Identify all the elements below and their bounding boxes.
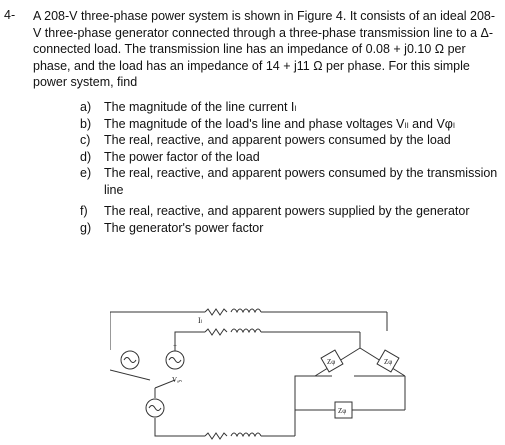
item-label: a) (80, 100, 92, 114)
line-b-resistor (205, 329, 227, 335)
question-number: 4- (4, 8, 16, 22)
item-label: e) (80, 166, 92, 181)
item-text: The real, reactive, and apparent powers consumed by the load (104, 133, 451, 148)
item-label: f) (80, 204, 88, 218)
item-text: The real, reactive, and apparent powers supplied by the generator (104, 204, 470, 218)
item-text: The power factor of the load (104, 149, 260, 164)
phase-voltage-label: Vₐₙ (172, 376, 182, 384)
line-c-wire (155, 418, 205, 436)
item-text: The magnitude of the load's line and phase voltages Vₗₗ and Vφₗ (104, 116, 455, 131)
load-label-left: Zφ (327, 358, 336, 366)
line-current-label: Iₗ (198, 316, 202, 325)
item-label: d) (80, 149, 92, 164)
item-text: The real, reactive, and apparent powers consumed by the transmission line (104, 166, 498, 197)
circuit-diagram (110, 290, 490, 440)
item-text: The generator's power factor (104, 221, 264, 235)
intro-text: A 208-V three-phase power system is shown in Figure 4. It consists of an ideal 208-V three-phase generator connected through a three-phase transmission line to a Δ-connected load. The transmission line has an impedance of 0.08 + j0.10 Ω per phase, and the load has an impedance of 14 + j11 Ω per phase. For this simple power system, find (33, 9, 496, 90)
line-a-inductor (231, 309, 261, 312)
item-label: c) (80, 133, 91, 148)
plus-sign: + (173, 342, 177, 350)
line-c-resistor (205, 433, 227, 439)
item-text: The magnitude of the line current Iₗ (104, 100, 297, 114)
item-label: b) (80, 116, 92, 131)
circuit-figure (110, 290, 490, 440)
line-a-resistor (205, 309, 227, 315)
line-b-inductor (231, 329, 261, 332)
question-intro (33, 8, 501, 91)
load-label-bottom: Zφ (338, 407, 347, 415)
load-label-right: Zφ (384, 358, 393, 366)
item-label: g) (80, 221, 92, 235)
line-c-inductor (231, 433, 261, 436)
line-a-wire (110, 312, 205, 350)
